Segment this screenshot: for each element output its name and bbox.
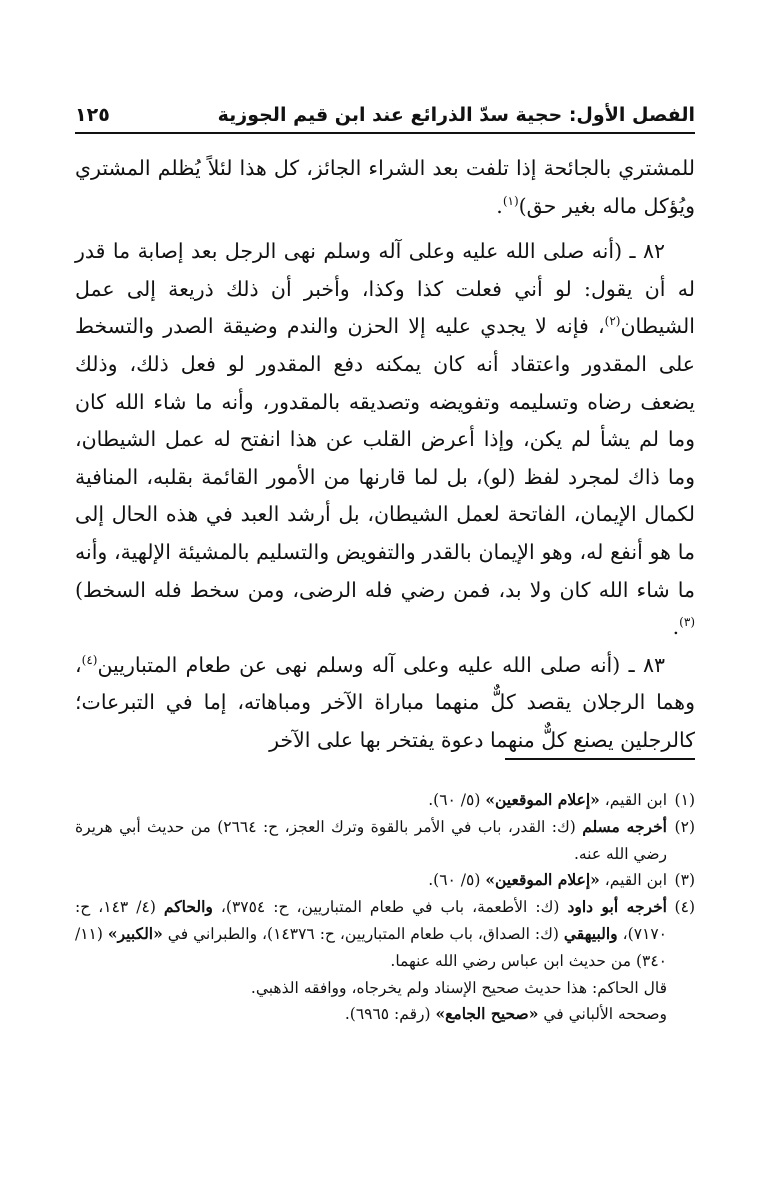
footnote-3 bbox=[75, 867, 695, 894]
footnote-4-quote-hakim: قال الحاكم: هذا حديث صحيح الإسناد ولم يخرجاه، ووافقه الذهبي. bbox=[250, 978, 667, 997]
footnote-source: والبيهقي bbox=[563, 923, 618, 943]
paragraph-text: للمشتري بالجائحة إذا تلفت بعد الشراء الجائز، كل هذا لئلاً يُظلم المشتري ويُؤكل ماله بغير حق) bbox=[75, 156, 695, 218]
main-text bbox=[75, 150, 695, 760]
footnote-text: ابن القيم، bbox=[599, 871, 667, 890]
footnote-1 bbox=[75, 787, 695, 814]
footnote-number: (١) bbox=[674, 791, 695, 809]
footnote-4 bbox=[75, 894, 695, 974]
footnote-text: (٥/ ٦٠). bbox=[428, 871, 486, 890]
paragraph-text: ٨٢ ـ (أنه صلى الله عليه وعلى آله وسلم نهى الرجل بعد إصابة ما قدر له أن يقول: لو أني فعلت كذا وكذا، وأخبر أن ذلك ذريعة إلى عمل الشيطان bbox=[75, 239, 695, 339]
footnote-ref-1[interactable]: (١) bbox=[502, 193, 519, 208]
footnote-separator bbox=[505, 758, 695, 760]
footnote-text: (٤/ ١٤٣، ح: ٧١٧٠)، bbox=[75, 898, 667, 943]
footnote-4-quote-albani bbox=[75, 1001, 667, 1028]
footnote-source: أخرجه أبو داود bbox=[567, 897, 667, 917]
footnote-text: (١١/ ٣٤٠) من حديث ابن عباس رضي الله عنهما. bbox=[75, 924, 667, 970]
footnote-ref-4[interactable]: (٤) bbox=[81, 652, 98, 667]
footnote-number: (٢) bbox=[674, 817, 695, 836]
paragraph-text: ، فإنه لا يجدي عليه إلا الحزن والندم وضيقة الصدر والتسخط على المقدور واعتقاد أنه كان يمكنه دفع المقدور لو فعل ذلك، وذلك يضعف رضاه وتسليمه وتفويضه وتصديقه بالمقدور، وأنه ما شاء الله كان وما لم يشأ لم يكن، وإذا أعرض القلب عن هذا انفتح له عمل الشيطان، وما ذاك لمجرد لفظ (لو)، بل لما قارنها من الأمور القائمة بقلبه، المنافية لكمال الإيمان، الفاتحة لعمل الشيطان، بل أرشد العبد في هذه الحال إلى ما هو أنفع له، وهو الإيمان بالقدر والتفويض والتسليم بالمشيئة الإلهية، وأنه ما شاء الله كان ولا بد، فمن رضي فله الرضى، ومن سخط فله السخط) bbox=[75, 314, 695, 602]
paragraph-end: . bbox=[672, 615, 680, 640]
paragraph-83 bbox=[75, 647, 695, 760]
paragraph-1 bbox=[75, 150, 695, 225]
footnote-text: وصححه الألباني في bbox=[538, 1005, 667, 1024]
page-number: ١٢٥ bbox=[75, 104, 110, 126]
footnote-text: (ك: القدر، باب في الأمر بالقوة وترك العجز، ح: ٢٦٦٤) من حديث أبي هريرة رضي الله عنه. bbox=[75, 817, 667, 863]
paragraph-text: ، وهما الرجلان يقصد كلٌّ منهما مباراة الآخر ومباهاته، إما في التبرعات؛ كالرجلين يصنع كلٌّ منهما دعوة يفتخر بها على الآخر bbox=[75, 652, 695, 752]
footnote-text: (ك: الصداق، باب طعام المتباريين، ح: ١٤٣٧٦)، والطبراني في bbox=[162, 924, 564, 943]
footnote-text: (٥/ ٦٠). bbox=[428, 791, 486, 809]
footnote-source: «صحيح الجامع» bbox=[435, 1004, 539, 1024]
footnote-text: (رقم: ٦٩٦٥). bbox=[344, 1005, 436, 1024]
paragraph-text: ٨٣ ـ (أنه صلى الله عليه وعلى آله وسلم نهى عن طعام المتباريين bbox=[97, 652, 665, 677]
footnote-number: (٤) bbox=[674, 898, 695, 917]
footnote-source: والحاكم bbox=[163, 897, 213, 917]
footnote-2 bbox=[75, 814, 695, 868]
footnote-ref-3[interactable]: (٣) bbox=[679, 615, 695, 630]
footnote-source: أخرجه مسلم bbox=[582, 816, 667, 836]
footnote-source: «إعلام الموقعين» bbox=[485, 790, 600, 809]
footnote-source: «إعلام الموقعين» bbox=[485, 870, 600, 890]
chapter-title: الفصل الأول: حجية سدّ الذرائع عند ابن قيم الجوزية bbox=[217, 104, 695, 126]
paragraph-end: . bbox=[496, 193, 503, 218]
footnote-number: (٣) bbox=[674, 871, 695, 890]
footnotes bbox=[75, 787, 695, 1028]
footnote-source: «الكبير» bbox=[107, 923, 163, 943]
paragraph-82 bbox=[75, 233, 695, 647]
footnote-text: ابن القيم، bbox=[599, 791, 667, 809]
page-header bbox=[75, 94, 695, 134]
footnote-ref-2[interactable]: (٢) bbox=[604, 314, 621, 329]
footnote-text: (ك: الأطعمة، باب في طعام المتباريين، ح: ٣٧٥٤)، bbox=[212, 898, 568, 917]
